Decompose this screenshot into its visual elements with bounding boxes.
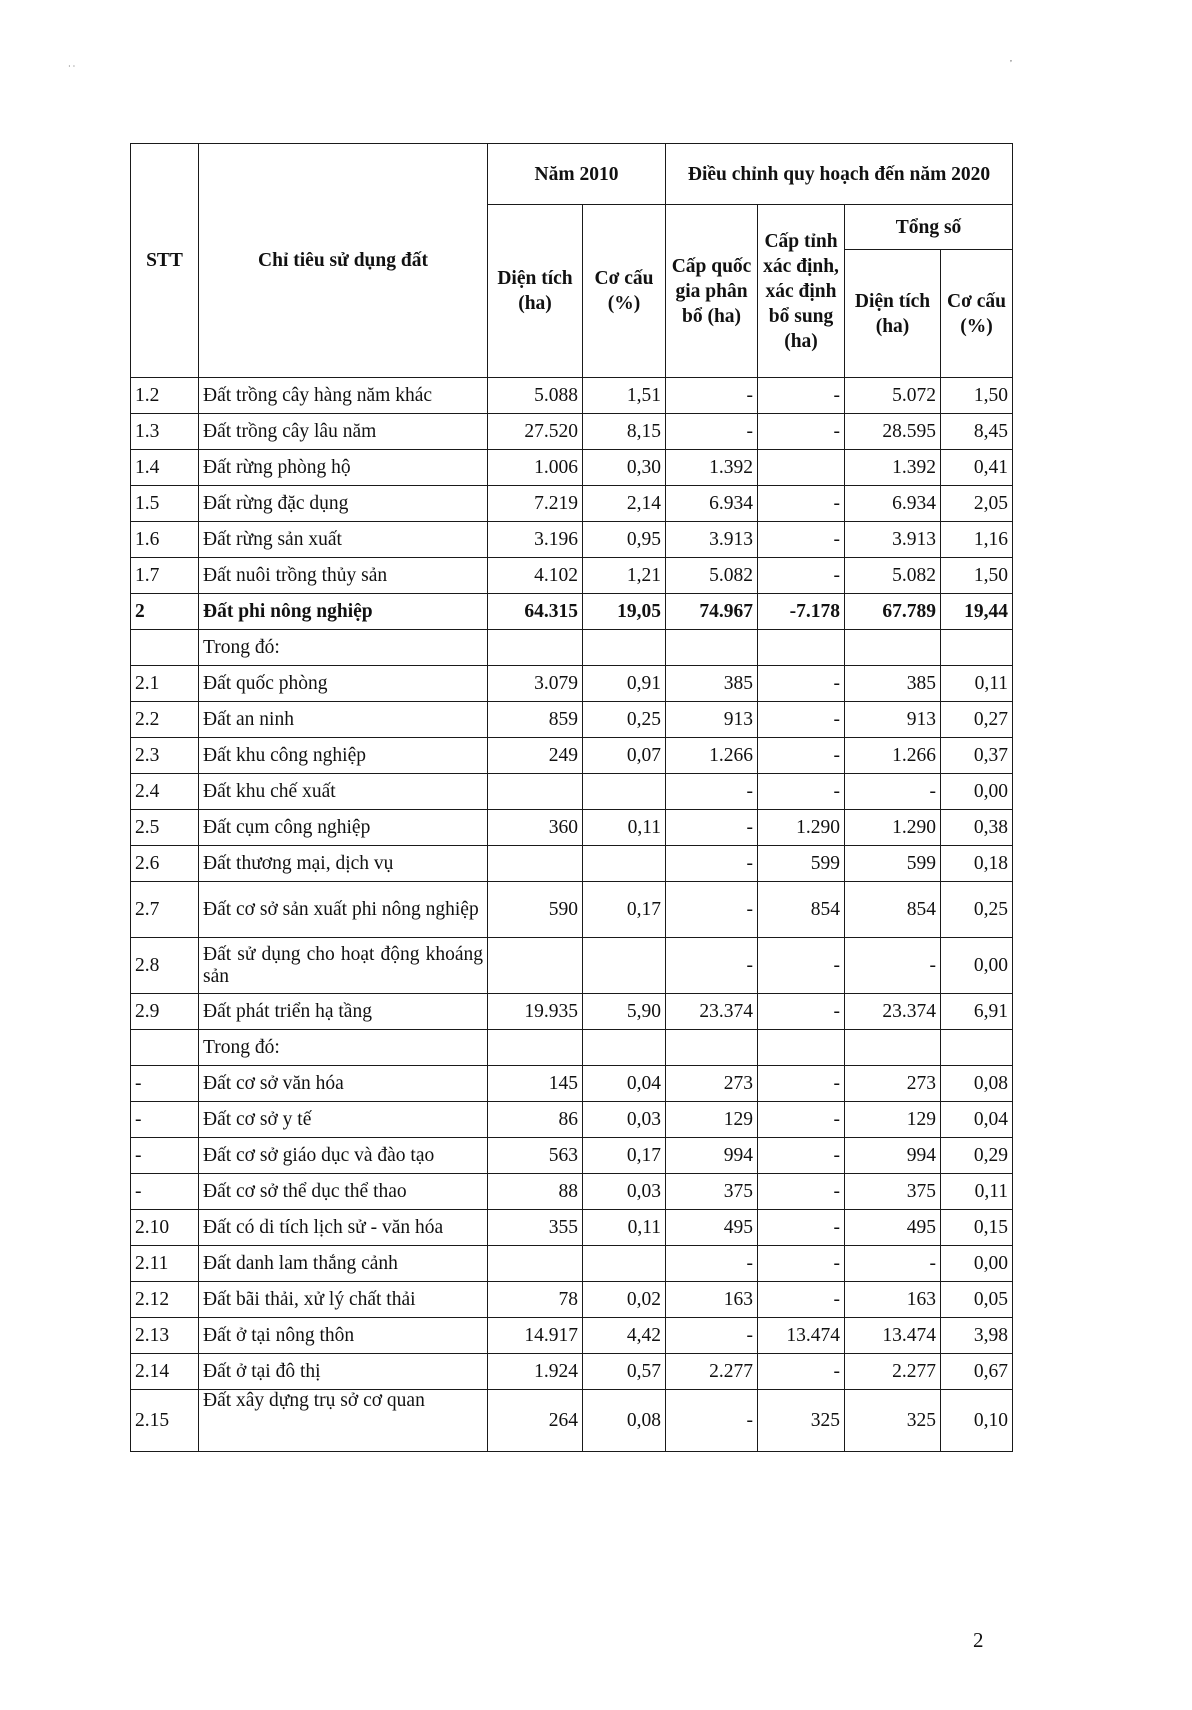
row-provincial-allocation: - xyxy=(758,1066,845,1102)
row-area-2010: 563 xyxy=(488,1138,583,1174)
row-total-area: 325 xyxy=(845,1390,941,1452)
row-total-structure: 0,15 xyxy=(941,1210,1013,1246)
row-total-structure: 0,41 xyxy=(941,450,1013,486)
row-national-allocation: - xyxy=(666,1390,758,1452)
row-total-area: 129 xyxy=(845,1102,941,1138)
row-structure-2010: 0,02 xyxy=(583,1282,666,1318)
row-total-area: 913 xyxy=(845,702,941,738)
row-total-structure: 0,05 xyxy=(941,1282,1013,1318)
table-header xyxy=(131,144,1013,378)
row-total-area: 5.082 xyxy=(845,558,941,594)
table-row xyxy=(131,882,1013,938)
row-area-2010: 14.917 xyxy=(488,1318,583,1354)
row-area-2010: 249 xyxy=(488,738,583,774)
row-provincial-allocation: - xyxy=(758,1282,845,1318)
row-area-2010: 360 xyxy=(488,810,583,846)
row-indicator-name: Đất cơ sở y tế xyxy=(199,1102,488,1138)
row-provincial-allocation: - xyxy=(758,994,845,1030)
row-stt: 2.6 xyxy=(131,846,199,882)
row-national-allocation: 495 xyxy=(666,1210,758,1246)
row-total-area xyxy=(845,1030,941,1066)
table-row xyxy=(131,558,1013,594)
table-row xyxy=(131,1282,1013,1318)
row-total-structure: 19,44 xyxy=(941,594,1013,630)
header-adjust-2020: Điều chỉnh quy hoạch đến năm 2020 xyxy=(666,144,1013,205)
row-national-allocation: 74.967 xyxy=(666,594,758,630)
row-structure-2010: 0,95 xyxy=(583,522,666,558)
row-provincial-allocation: - xyxy=(758,558,845,594)
row-structure-2010: 0,17 xyxy=(583,1138,666,1174)
row-indicator-name: Đất sử dụng cho hoạt động khoáng sản xyxy=(199,938,488,994)
row-national-allocation: - xyxy=(666,810,758,846)
row-total-structure: 0,11 xyxy=(941,1174,1013,1210)
row-structure-2010: 0,91 xyxy=(583,666,666,702)
row-total-area: 2.277 xyxy=(845,1354,941,1390)
row-indicator-name: Trong đó: xyxy=(199,630,488,666)
row-structure-2010 xyxy=(583,938,666,994)
row-area-2010: 19.935 xyxy=(488,994,583,1030)
scan-artifact: , xyxy=(1010,54,1012,63)
table-row xyxy=(131,414,1013,450)
row-national-allocation: - xyxy=(666,378,758,414)
row-total-area: 495 xyxy=(845,1210,941,1246)
page-number: 2 xyxy=(973,1628,984,1652)
row-total-area: 3.913 xyxy=(845,522,941,558)
row-total-structure: 6,91 xyxy=(941,994,1013,1030)
row-total-area: 854 xyxy=(845,882,941,938)
row-area-2010 xyxy=(488,1030,583,1066)
table-row xyxy=(131,702,1013,738)
row-total-area: 13.474 xyxy=(845,1318,941,1354)
row-indicator-name: Đất rừng phòng hộ xyxy=(199,450,488,486)
row-provincial-allocation xyxy=(758,450,845,486)
row-area-2010: 64.315 xyxy=(488,594,583,630)
header-indicator: Chỉ tiêu sử dụng đất xyxy=(199,144,488,378)
row-provincial-allocation: - xyxy=(758,1138,845,1174)
row-indicator-name: Đất ở tại nông thôn xyxy=(199,1318,488,1354)
row-structure-2010: 1,21 xyxy=(583,558,666,594)
row-provincial-allocation: 325 xyxy=(758,1390,845,1452)
table-row xyxy=(131,594,1013,630)
row-area-2010: 86 xyxy=(488,1102,583,1138)
row-indicator-name: Trong đó: xyxy=(199,1030,488,1066)
row-indicator-name: Đất rừng sản xuất xyxy=(199,522,488,558)
row-area-2010: 264 xyxy=(488,1390,583,1452)
row-area-2010: 7.219 xyxy=(488,486,583,522)
row-total-structure: 0,29 xyxy=(941,1138,1013,1174)
row-area-2010: 4.102 xyxy=(488,558,583,594)
table-row xyxy=(131,1138,1013,1174)
row-stt: 2.8 xyxy=(131,938,199,994)
row-stt: 2.5 xyxy=(131,810,199,846)
row-total-structure xyxy=(941,1030,1013,1066)
row-area-2010: 1.924 xyxy=(488,1354,583,1390)
row-national-allocation: - xyxy=(666,774,758,810)
row-provincial-allocation: - xyxy=(758,378,845,414)
header-stt: STT xyxy=(131,144,199,378)
row-provincial-allocation xyxy=(758,630,845,666)
row-provincial-allocation: - xyxy=(758,774,845,810)
row-structure-2010: 5,90 xyxy=(583,994,666,1030)
header-total-area: Diện tích (ha) xyxy=(845,250,941,378)
row-total-area: - xyxy=(845,1246,941,1282)
row-total-area: 599 xyxy=(845,846,941,882)
row-area-2010: 27.520 xyxy=(488,414,583,450)
row-stt: 2.1 xyxy=(131,666,199,702)
header-total-structure: Cơ cấu (%) xyxy=(941,250,1013,378)
row-stt: 2.9 xyxy=(131,994,199,1030)
row-stt: 2.12 xyxy=(131,1282,199,1318)
row-area-2010: 3.196 xyxy=(488,522,583,558)
row-structure-2010 xyxy=(583,774,666,810)
row-provincial-allocation: - xyxy=(758,666,845,702)
row-total-area: 1.392 xyxy=(845,450,941,486)
row-structure-2010: 0,30 xyxy=(583,450,666,486)
row-stt: 2.7 xyxy=(131,882,199,938)
row-indicator-name: Đất bãi thải, xử lý chất thải xyxy=(199,1282,488,1318)
table-row xyxy=(131,1354,1013,1390)
row-total-area: 273 xyxy=(845,1066,941,1102)
row-indicator-name: Đất phát triển hạ tầng xyxy=(199,994,488,1030)
row-national-allocation: 6.934 xyxy=(666,486,758,522)
row-provincial-allocation: 854 xyxy=(758,882,845,938)
row-indicator-name: Đất trồng cây lâu năm xyxy=(199,414,488,450)
row-total-structure: 8,45 xyxy=(941,414,1013,450)
row-total-area: 67.789 xyxy=(845,594,941,630)
row-total-area: 1.266 xyxy=(845,738,941,774)
row-total-structure: 0,00 xyxy=(941,1246,1013,1282)
row-indicator-name: Đất phi nông nghiệp xyxy=(199,594,488,630)
row-national-allocation: 273 xyxy=(666,1066,758,1102)
row-indicator-name: Đất xây dựng trụ sở cơ quan xyxy=(199,1390,488,1452)
row-stt: 1.3 xyxy=(131,414,199,450)
row-stt: 1.4 xyxy=(131,450,199,486)
row-structure-2010: 19,05 xyxy=(583,594,666,630)
row-stt: 2.13 xyxy=(131,1318,199,1354)
land-use-table xyxy=(130,143,1013,1452)
row-national-allocation: 1.266 xyxy=(666,738,758,774)
row-national-allocation xyxy=(666,630,758,666)
table-row xyxy=(131,810,1013,846)
row-total-structure: 0,00 xyxy=(941,938,1013,994)
row-indicator-name: Đất cơ sở thể dục thể thao xyxy=(199,1174,488,1210)
row-stt: 2.11 xyxy=(131,1246,199,1282)
scan-artifact: · · xyxy=(68,62,76,71)
row-national-allocation: 1.392 xyxy=(666,450,758,486)
row-stt: 2.10 xyxy=(131,1210,199,1246)
row-stt: - xyxy=(131,1066,199,1102)
table-row xyxy=(131,938,1013,994)
row-structure-2010: 0,04 xyxy=(583,1066,666,1102)
row-total-structure xyxy=(941,630,1013,666)
row-national-allocation: 5.082 xyxy=(666,558,758,594)
header-provincial-allocation: Cấp tỉnh xác định, xác định bổ sung (ha) xyxy=(758,205,845,378)
row-total-structure: 3,98 xyxy=(941,1318,1013,1354)
row-indicator-name: Đất rừng đặc dụng xyxy=(199,486,488,522)
row-provincial-allocation: - xyxy=(758,938,845,994)
row-total-structure: 0,11 xyxy=(941,666,1013,702)
row-area-2010 xyxy=(488,938,583,994)
row-total-structure: 1,50 xyxy=(941,378,1013,414)
row-structure-2010: 4,42 xyxy=(583,1318,666,1354)
row-structure-2010: 0,25 xyxy=(583,702,666,738)
row-structure-2010: 0,07 xyxy=(583,738,666,774)
row-provincial-allocation: - xyxy=(758,1174,845,1210)
row-provincial-allocation: -7.178 xyxy=(758,594,845,630)
row-provincial-allocation: 1.290 xyxy=(758,810,845,846)
row-structure-2010: 8,15 xyxy=(583,414,666,450)
header-year-2010: Năm 2010 xyxy=(488,144,666,205)
row-national-allocation: 129 xyxy=(666,1102,758,1138)
table-row xyxy=(131,522,1013,558)
row-area-2010: 78 xyxy=(488,1282,583,1318)
row-stt: 2.14 xyxy=(131,1354,199,1390)
row-total-structure: 0,00 xyxy=(941,774,1013,810)
row-provincial-allocation: - xyxy=(758,414,845,450)
table-row xyxy=(131,994,1013,1030)
row-structure-2010: 2,14 xyxy=(583,486,666,522)
row-total-structure: 2,05 xyxy=(941,486,1013,522)
row-provincial-allocation: - xyxy=(758,486,845,522)
row-total-area: 5.072 xyxy=(845,378,941,414)
row-provincial-allocation: - xyxy=(758,522,845,558)
header-area-2010: Diện tích (ha) xyxy=(488,205,583,378)
row-area-2010: 590 xyxy=(488,882,583,938)
table-row xyxy=(131,1318,1013,1354)
row-provincial-allocation: 599 xyxy=(758,846,845,882)
row-indicator-name: Đất quốc phòng xyxy=(199,666,488,702)
row-indicator-name: Đất trồng cây hàng năm khác xyxy=(199,378,488,414)
row-provincial-allocation: - xyxy=(758,702,845,738)
row-national-allocation: - xyxy=(666,846,758,882)
row-indicator-name: Đất cơ sở giáo dục và đào tạo xyxy=(199,1138,488,1174)
row-national-allocation: 163 xyxy=(666,1282,758,1318)
row-provincial-allocation: - xyxy=(758,1102,845,1138)
row-indicator-name: Đất nuôi trồng thủy sản xyxy=(199,558,488,594)
row-stt: 2.3 xyxy=(131,738,199,774)
table-row xyxy=(131,630,1013,666)
row-provincial-allocation: 13.474 xyxy=(758,1318,845,1354)
row-total-area: - xyxy=(845,938,941,994)
table-row xyxy=(131,1102,1013,1138)
row-area-2010 xyxy=(488,846,583,882)
row-total-structure: 0,25 xyxy=(941,882,1013,938)
row-indicator-name: Đất thương mại, dịch vụ xyxy=(199,846,488,882)
row-provincial-allocation xyxy=(758,1030,845,1066)
row-structure-2010: 0,03 xyxy=(583,1102,666,1138)
row-total-structure: 0,04 xyxy=(941,1102,1013,1138)
row-total-area: - xyxy=(845,774,941,810)
row-provincial-allocation: - xyxy=(758,1210,845,1246)
row-area-2010: 3.079 xyxy=(488,666,583,702)
table-row xyxy=(131,486,1013,522)
row-indicator-name: Đất khu chế xuất xyxy=(199,774,488,810)
table-row xyxy=(131,1210,1013,1246)
row-total-structure: 0,08 xyxy=(941,1066,1013,1102)
row-structure-2010 xyxy=(583,1030,666,1066)
table-row xyxy=(131,450,1013,486)
row-total-area: 6.934 xyxy=(845,486,941,522)
row-area-2010: 859 xyxy=(488,702,583,738)
row-provincial-allocation: - xyxy=(758,738,845,774)
row-national-allocation xyxy=(666,1030,758,1066)
table-row xyxy=(131,846,1013,882)
row-total-structure: 0,67 xyxy=(941,1354,1013,1390)
row-stt: 1.6 xyxy=(131,522,199,558)
row-stt: 1.7 xyxy=(131,558,199,594)
row-total-area xyxy=(845,630,941,666)
table-body xyxy=(131,378,1013,1452)
row-structure-2010: 0,03 xyxy=(583,1174,666,1210)
header-national-allocation: Cấp quốc gia phân bổ (ha) xyxy=(666,205,758,378)
row-indicator-name: Đất cơ sở văn hóa xyxy=(199,1066,488,1102)
row-national-allocation: - xyxy=(666,882,758,938)
row-national-allocation: 913 xyxy=(666,702,758,738)
row-structure-2010 xyxy=(583,1246,666,1282)
table-row xyxy=(131,1030,1013,1066)
row-provincial-allocation: - xyxy=(758,1354,845,1390)
row-total-area: 23.374 xyxy=(845,994,941,1030)
row-indicator-name: Đất khu công nghiệp xyxy=(199,738,488,774)
row-stt: 2.15 xyxy=(131,1390,199,1452)
row-structure-2010: 1,51 xyxy=(583,378,666,414)
row-indicator-name: Đất cơ sở sản xuất phi nông nghiệp xyxy=(199,882,488,938)
row-total-structure: 0,27 xyxy=(941,702,1013,738)
row-provincial-allocation: - xyxy=(758,1246,845,1282)
table-row xyxy=(131,774,1013,810)
row-total-area: 375 xyxy=(845,1174,941,1210)
row-stt: - xyxy=(131,1102,199,1138)
row-indicator-name: Đất ở tại đô thị xyxy=(199,1354,488,1390)
row-stt: - xyxy=(131,1138,199,1174)
table-row xyxy=(131,378,1013,414)
table-row xyxy=(131,738,1013,774)
row-area-2010 xyxy=(488,774,583,810)
row-national-allocation: 375 xyxy=(666,1174,758,1210)
row-stt: 2 xyxy=(131,594,199,630)
row-stt xyxy=(131,1030,199,1066)
header-structure-2010: Cơ cấu (%) xyxy=(583,205,666,378)
row-stt: 1.2 xyxy=(131,378,199,414)
row-area-2010: 355 xyxy=(488,1210,583,1246)
row-national-allocation: 2.277 xyxy=(666,1354,758,1390)
row-stt: 1.5 xyxy=(131,486,199,522)
row-structure-2010: 0,11 xyxy=(583,1210,666,1246)
row-area-2010: 88 xyxy=(488,1174,583,1210)
row-area-2010 xyxy=(488,1246,583,1282)
row-total-structure: 1,50 xyxy=(941,558,1013,594)
row-total-structure: 0,37 xyxy=(941,738,1013,774)
row-national-allocation: - xyxy=(666,1318,758,1354)
row-indicator-name: Đất cụm công nghiệp xyxy=(199,810,488,846)
row-area-2010 xyxy=(488,630,583,666)
row-national-allocation: 23.374 xyxy=(666,994,758,1030)
table-row xyxy=(131,1066,1013,1102)
table-row xyxy=(131,1174,1013,1210)
row-structure-2010 xyxy=(583,630,666,666)
row-national-allocation: 3.913 xyxy=(666,522,758,558)
row-national-allocation: - xyxy=(666,938,758,994)
row-national-allocation: - xyxy=(666,1246,758,1282)
row-total-area: 1.290 xyxy=(845,810,941,846)
row-structure-2010: 0,08 xyxy=(583,1390,666,1452)
row-total-structure: 0,18 xyxy=(941,846,1013,882)
row-total-area: 163 xyxy=(845,1282,941,1318)
row-total-area: 385 xyxy=(845,666,941,702)
row-total-structure: 0,38 xyxy=(941,810,1013,846)
row-stt xyxy=(131,630,199,666)
table-row xyxy=(131,1246,1013,1282)
row-stt: - xyxy=(131,1174,199,1210)
row-total-structure: 0,10 xyxy=(941,1390,1013,1452)
row-structure-2010: 0,11 xyxy=(583,810,666,846)
row-national-allocation: 994 xyxy=(666,1138,758,1174)
row-national-allocation: 385 xyxy=(666,666,758,702)
row-indicator-name: Đất an ninh xyxy=(199,702,488,738)
row-indicator-name: Đất danh lam thắng cảnh xyxy=(199,1246,488,1282)
row-structure-2010: 0,57 xyxy=(583,1354,666,1390)
header-total: Tổng số xyxy=(845,205,1013,250)
row-structure-2010: 0,17 xyxy=(583,882,666,938)
row-national-allocation: - xyxy=(666,414,758,450)
table-row xyxy=(131,1390,1013,1452)
row-structure-2010 xyxy=(583,846,666,882)
row-area-2010: 1.006 xyxy=(488,450,583,486)
row-stt: 2.4 xyxy=(131,774,199,810)
row-stt: 2.2 xyxy=(131,702,199,738)
row-indicator-name: Đất có di tích lịch sử - văn hóa xyxy=(199,1210,488,1246)
table-row xyxy=(131,666,1013,702)
row-area-2010: 145 xyxy=(488,1066,583,1102)
row-total-area: 28.595 xyxy=(845,414,941,450)
row-area-2010: 5.088 xyxy=(488,378,583,414)
row-total-area: 994 xyxy=(845,1138,941,1174)
row-total-structure: 1,16 xyxy=(941,522,1013,558)
